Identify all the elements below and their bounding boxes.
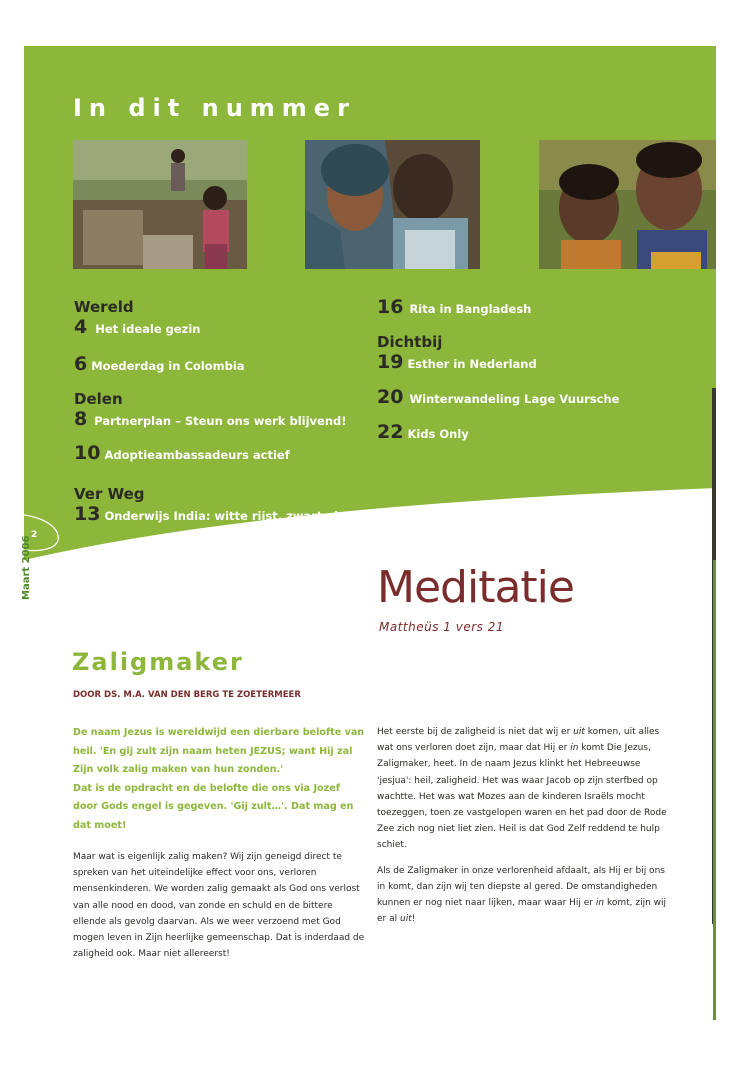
toc-section-delen: Delen: [74, 390, 123, 408]
toc-page-number: 6: [74, 353, 88, 375]
toc-entry[interactable]: [74, 503, 380, 525]
toc-entry-label: Esther in Nederland: [407, 357, 537, 371]
toc-entry[interactable]: [74, 442, 290, 464]
toc-page-number: 10: [74, 442, 101, 464]
toc-section-ver-weg: Ver Weg: [74, 485, 145, 503]
page-number: 2: [31, 530, 38, 540]
body-paragraph: Maar wat is eigenlijk zalig maken? Wij zijn geneigd direct te spreken van het uiteindelijke effect voor ons, verloren mensenkinderen. We worden zalig gemaakt als God ons verlost van alle nood en dood, van zonde en schuld en de bittere ellende als gevolg daarvan. Als we weer verzoend met God mogen leven in Zijn heerlijke gemeenschap. Dat is inderdaad de zaligheid ook. Maar niet allereerst!: [73, 852, 365, 960]
child-photo-1: [73, 140, 247, 269]
toc-entry-label: Partnerplan – Steun ons werk blijvend!: [94, 414, 347, 428]
toc-entry[interactable]: [74, 316, 201, 338]
toc-entry[interactable]: [377, 421, 469, 443]
article-byline: DOOR DS. M.A. VAN DEN BERG TE ZOETERMEER: [73, 690, 301, 700]
toc-entry-label: Onderwijs India: witte rijst, zwarte borden: [104, 509, 381, 523]
body-paragraph: Als de Zaligmaker in onze verlorenheid afdaalt, als Hij er bij ons in komt, dan zijn wij ten diepste al gered. De omstandigheden kunnen er nog niet naar lijken, maar waar Hij er in komt, zijn wij er al uit!: [377, 865, 667, 925]
toc-section-wereld: Wereld: [74, 298, 134, 316]
toc-page-number: 13: [74, 503, 101, 525]
bible-reference: Mattheüs 1 vers 21: [379, 620, 504, 634]
body-paragraph: Het eerste bij de zaligheid is niet dat wij er uit komen, uit alles wat ons verloren doet zijn, maar dat Hij er in komt Die Jezus, Zaligmaker, heet. In de naam Jezus klinkt het Hebreeuwse 'jesjua': heil, zaligheid. Het was waar Jacob op zijn sterfbed op wachtte. Het was wat Mozes aan de kinderen Israëls mocht toezeggen, toen ze vastgelopen waren en het pad door de Rode Zee zich nog niet liet zien. Heil is dat God Zelf reddend te hulp schiet.: [377, 727, 667, 851]
toc-entry-label: Adoptieambassadeurs actief: [104, 448, 290, 462]
toc-page-number: 8: [74, 408, 88, 430]
toc-entry-label: Kids Only: [407, 427, 469, 441]
section-heading: Meditatie: [377, 562, 574, 613]
page-title: In dit nummer: [73, 94, 356, 122]
toc-entry-label: Moederdag in Colombia: [91, 359, 245, 373]
toc-page-number: 20: [377, 386, 404, 408]
toc-page-number: 22: [377, 421, 404, 443]
right-edge-line: [713, 560, 716, 1020]
toc-entry[interactable]: [74, 408, 346, 430]
toc-page-number: 16: [377, 296, 404, 318]
toc-entry-label: Winterwandeling Lage Vuursche: [409, 392, 620, 406]
toc-entry-label: Het ideale gezin: [95, 322, 201, 336]
toc-entry[interactable]: [377, 351, 537, 373]
mother-child-photo: [305, 140, 480, 269]
toc-section-dichtbij: Dichtbij: [377, 333, 443, 351]
toc-entry[interactable]: [377, 296, 531, 318]
toc-entry-label: Rita in Bangladesh: [409, 302, 532, 316]
toc-page-number: 4: [74, 316, 88, 338]
article-left-column: [73, 724, 365, 971]
two-children-photo: [539, 140, 716, 269]
toc-entry[interactable]: [377, 386, 619, 408]
toc-entry[interactable]: [74, 353, 245, 375]
toc-page-number: 19: [377, 351, 404, 373]
article-title: Zaligmaker: [72, 648, 244, 676]
lead-paragraph: Dat is de opdracht en de belofte die ons via Jozef door Gods engel is gegeven. 'Gij zult…'. Dat mag en dat moet!: [73, 782, 354, 831]
article-right-column: [377, 724, 667, 936]
lead-paragraph: De naam Jezus is wereldwijd een dierbare belofte van heil. 'En gij zult zijn naam heten JEZUS; want Hij zal Zijn volk zalig maken van hun zonden.': [73, 727, 365, 775]
issue-date: Maart 2006: [21, 535, 32, 600]
